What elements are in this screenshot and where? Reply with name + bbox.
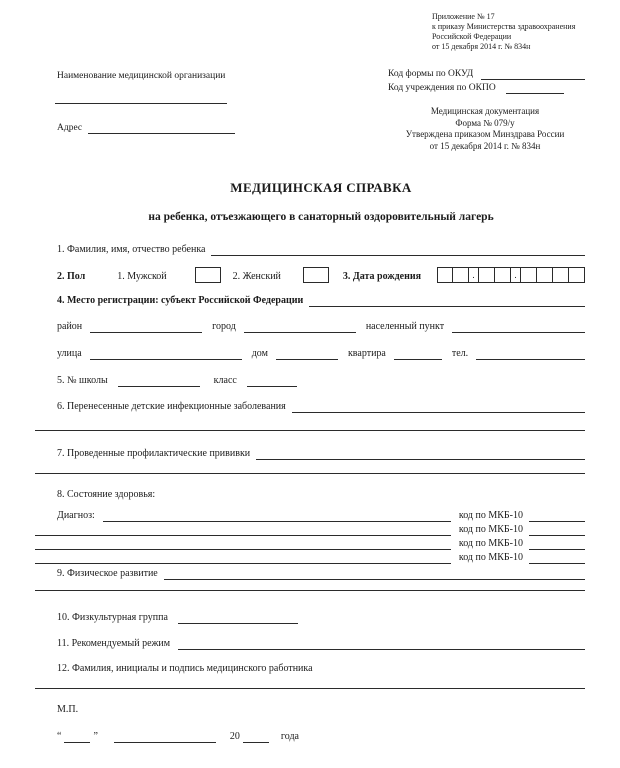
okud-code-label: Код формы по ОКУД — [388, 69, 474, 79]
icd10-label: код по МКБ-10 — [458, 510, 523, 521]
doc-info-block — [378, 106, 592, 152]
diagnosis-input-line[interactable] — [35, 552, 451, 564]
class-input-line[interactable] — [247, 375, 297, 387]
street-input-line[interactable] — [90, 348, 242, 360]
field-11-row — [57, 637, 585, 650]
form-subtitle: на ребенка, отъезжающего в санаторный оздоровительный лагерь — [148, 211, 494, 223]
pe-group-input-line[interactable] — [178, 612, 298, 624]
address-label: Адрес — [57, 123, 83, 133]
diagnosis-label: Диагноз: — [57, 510, 95, 521]
female-checkbox[interactable] — [303, 267, 329, 283]
stamp-label: М.П. — [57, 704, 79, 715]
doc-info-line: Утверждена приказом Минздрава России — [405, 129, 565, 139]
year-input-line[interactable] — [243, 731, 269, 743]
diagnosis-row-1 — [57, 509, 585, 522]
month-input-line[interactable] — [114, 731, 216, 743]
annex-reference-block — [432, 12, 575, 52]
field-2-label: 2. Пол — [57, 271, 86, 282]
birth-date-digit-cell[interactable] — [553, 267, 569, 283]
okud-code-input-line[interactable] — [481, 68, 585, 80]
diseases-input-line-2[interactable] — [35, 430, 585, 431]
settlement-input-line[interactable] — [452, 321, 585, 333]
address-row — [57, 122, 235, 134]
diagnosis-input-line[interactable] — [103, 510, 451, 522]
okpo-code-label: Код учреждения по ОКПО — [388, 83, 496, 93]
city-label: город — [212, 321, 236, 332]
field-5-label: 5. № школы — [57, 375, 108, 386]
field-1-label: 1. Фамилия, имя, отчество ребенка — [57, 244, 206, 255]
diagnosis-row-3 — [35, 537, 585, 550]
field-11-label: 11. Рекомендуемый режим — [57, 638, 171, 649]
city-input-line[interactable] — [244, 321, 356, 333]
field-12-label: 12. Фамилия, инициалы и подпись медицинского работника — [57, 663, 313, 674]
apartment-label: квартира — [347, 348, 386, 359]
vaccinations-input-line-2[interactable] — [35, 473, 585, 474]
icd10-code-input-line[interactable] — [529, 552, 585, 564]
apartment-input-line[interactable] — [394, 348, 442, 360]
year-suffix: года — [280, 731, 299, 742]
house-label: дом — [251, 348, 268, 359]
annex-line: к приказу Министерства здравоохранения — [432, 22, 576, 31]
field-4-street-row — [57, 347, 585, 360]
class-label: класс — [213, 375, 237, 386]
fio-input-line[interactable] — [211, 244, 586, 256]
organization-name-input-line[interactable] — [55, 103, 227, 104]
date-dot-separator: . — [469, 267, 479, 283]
district-input-line[interactable] — [90, 321, 202, 333]
field-6-label: 6. Перенесенные детские инфекционные заболевания — [57, 401, 286, 412]
region-input-line[interactable] — [309, 295, 585, 307]
female-option-label: 2. Женский — [232, 271, 281, 282]
birth-date-digit-cell[interactable] — [453, 267, 469, 283]
vaccinations-input-line[interactable] — [256, 448, 585, 460]
icd10-label: код по МКБ-10 — [458, 538, 523, 549]
field-8-label: 8. Состояние здоровья: — [57, 489, 156, 500]
organization-name-label: Наименование медицинской организации — [57, 71, 226, 81]
settlement-label: населенный пункт — [365, 321, 445, 332]
address-input-line[interactable] — [88, 122, 235, 134]
birth-date-digit-cell[interactable] — [437, 267, 453, 283]
field-4-label: 4. Место регистрации: субъект Российской Федерации — [57, 295, 304, 306]
year-prefix: 20 — [229, 731, 240, 742]
birth-date-digit-cell[interactable] — [495, 267, 511, 283]
street-label: улица — [57, 348, 82, 359]
birth-date-digit-cell[interactable] — [537, 267, 553, 283]
field-4-district-row — [57, 320, 585, 333]
date-dot-separator: . — [511, 267, 521, 283]
house-input-line[interactable] — [276, 348, 338, 360]
male-checkbox[interactable] — [195, 267, 221, 283]
field-1-fio-row — [57, 243, 585, 256]
field-6-row — [57, 400, 585, 413]
phone-label: тел. — [451, 348, 469, 359]
icd10-code-input-line[interactable] — [529, 524, 585, 536]
physical-development-input-line[interactable] — [164, 568, 585, 580]
okpo-code-row — [388, 82, 585, 94]
birth-date-digit-cell[interactable] — [521, 267, 537, 283]
field-7-row — [57, 447, 585, 460]
diagnosis-input-line[interactable] — [35, 524, 451, 536]
day-input-line[interactable] — [64, 731, 90, 743]
medical-worker-signature-line[interactable] — [35, 688, 585, 689]
annex-line: Российской Федерации — [432, 32, 512, 41]
doc-info-line: от 15 декабря 2014 г. № 834н — [429, 140, 541, 151]
stamp-row — [57, 703, 585, 716]
form-title: МЕДИЦИНСКАЯ СПРАВКА — [230, 180, 412, 195]
icd10-label: код по МКБ-10 — [458, 524, 523, 535]
phone-input-line[interactable] — [476, 348, 585, 360]
close-quote: ” — [93, 731, 98, 742]
birth-date-digit-cell[interactable] — [479, 267, 495, 283]
icd10-code-input-line[interactable] — [529, 538, 585, 550]
field-2-3-row — [57, 267, 585, 283]
icd10-label: код по МКБ-10 — [458, 552, 523, 563]
regimen-input-line[interactable] — [178, 638, 585, 650]
district-label: район — [57, 321, 83, 332]
annex-line: от 15 декабря 2014 г. № 834н — [432, 42, 531, 51]
open-quote: “ — [57, 731, 62, 742]
field-9-label: 9. Физическое развитие — [57, 568, 158, 579]
school-number-input-line[interactable] — [118, 375, 200, 387]
diseases-input-line[interactable] — [292, 401, 585, 413]
diagnosis-row-4 — [35, 551, 585, 564]
diagnosis-row-2 — [35, 523, 585, 536]
birth-date-digit-cell[interactable] — [569, 267, 585, 283]
diagnosis-input-line[interactable] — [35, 538, 451, 550]
doc-info-line: Форма № 079/у — [455, 117, 515, 128]
physical-development-input-line-2[interactable] — [35, 590, 585, 591]
field-8-row — [57, 488, 585, 501]
field-10-row — [57, 611, 585, 624]
doc-info-line: Медицинская документация — [430, 106, 540, 116]
okpo-code-input-line[interactable] — [506, 82, 564, 94]
icd10-code-input-line[interactable] — [529, 510, 585, 522]
field-12-row — [57, 662, 585, 675]
birth-date-boxes — [437, 267, 585, 283]
field-4-row — [57, 294, 585, 307]
annex-line: Приложение № 17 — [432, 12, 495, 21]
field-5-row — [57, 374, 585, 387]
okud-code-row — [388, 68, 585, 80]
field-9-row — [57, 567, 585, 580]
field-10-label: 10. Физкультурная группа — [57, 612, 168, 623]
field-3-label: 3. Дата рождения — [342, 271, 422, 282]
male-option-label: 1. Мужской — [117, 271, 167, 282]
field-7-label: 7. Проведенные профилактические прививки — [57, 448, 251, 459]
date-row — [57, 730, 585, 743]
